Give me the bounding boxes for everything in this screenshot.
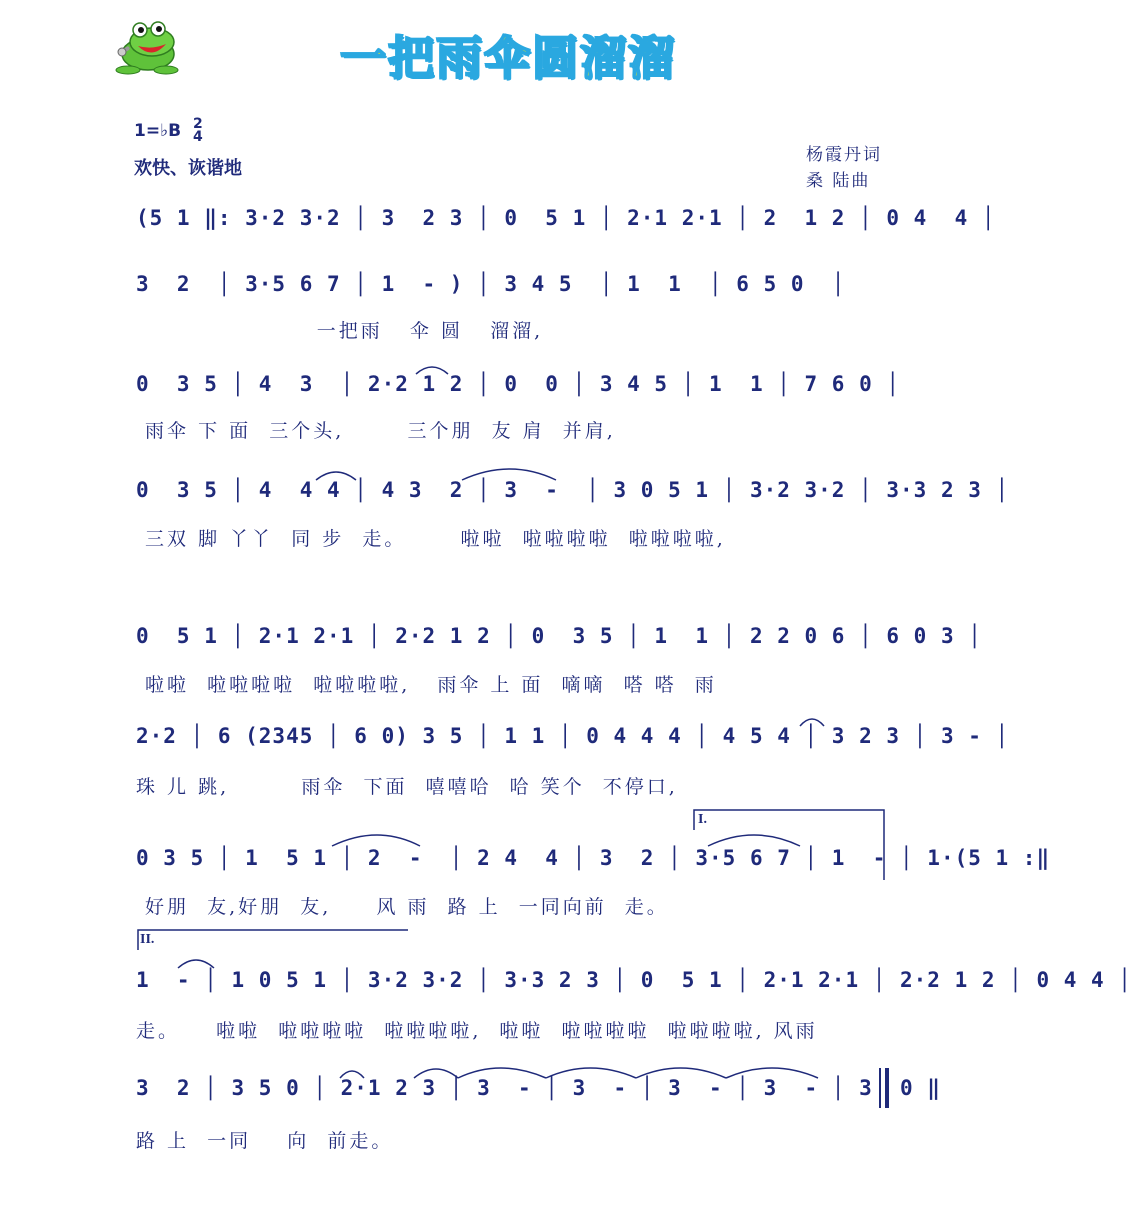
- lyric-line-7: 好朋 友,好朋 友, 风 雨 路 上 一同向前 走。: [136, 896, 669, 918]
- second-ending-label: II.: [140, 932, 155, 947]
- tie-arc: [414, 1069, 458, 1078]
- notation-line-8: 1 - │ 1 0 5 1 │ 3·2 3·2 │ 3·3 2 3 │ 0 5 1 │ 2·1 2·1 │ 2·2 1 2 │ 0 4 4 │: [136, 968, 1132, 992]
- first-ending-label: I.: [698, 812, 707, 827]
- notation-line-9: 3 2 │ 3 5 0 │ 2·1 2 3 │ 3 - │ 3 - │ 3 - │ 3 - │ 3 0 ‖: [136, 1076, 941, 1100]
- lyric-line-6: 珠 儿 跳, 雨伞 下面 嘻嘻哈 哈 笑个 不停口,: [136, 776, 678, 798]
- notation-line-3: 0 3 5 │ 4 3 │ 2·2 1 2 │ 0 0 │ 3 4 5 │ 1 1 │ 7 6 0 │: [136, 372, 901, 396]
- song-title: 一把雨伞圆溜溜: [340, 31, 676, 85]
- tie-arc: [726, 1068, 818, 1078]
- notation-line-5: 0 5 1 │ 2·1 2·1 │ 2·2 1 2 │ 0 3 5 │ 1 1 │ 2 2 0 6 │ 6 0 3 │: [136, 624, 982, 648]
- meter-top: 2: [192, 116, 203, 132]
- tie-arc: [178, 960, 214, 968]
- lyricist-credit: 杨霞丹词: [806, 145, 882, 165]
- meter-bottom: 4: [192, 129, 203, 145]
- tie-arc: [708, 835, 800, 846]
- notation-line-6: 2·2 │ 6 (2345 │ 6 0) 3 5 │ 1 1 │ 0 4 4 4 │ 4 5 4 │ 3 2 3 │ 3 - │: [136, 724, 1010, 748]
- lyric-line-2: 一把雨 伞 圆 溜溜,: [136, 320, 544, 342]
- tie-arc: [636, 1068, 726, 1078]
- lyric-line-8: 走。 啦啦 啦啦啦啦 啦啦啦啦, 啦啦 啦啦啦啦 啦啦啦啦, 风雨: [136, 1020, 818, 1042]
- tie-arc: [546, 1068, 636, 1078]
- composer-credit: 桑 陆曲: [806, 171, 871, 191]
- lyric-line-9: 路 上 一同 向 前走。: [136, 1130, 394, 1152]
- lyric-line-3: 雨伞 下 面 三个头, 三个朋 友 肩 并肩,: [136, 420, 616, 442]
- tie-arc: [462, 469, 556, 480]
- second-ending-bracket: [138, 930, 408, 950]
- first-ending-bracket: [694, 810, 884, 880]
- tie-arc: [332, 835, 420, 846]
- lyric-line-4: 三双 脚 丫丫 同 步 走。 啦啦 啦啦啦啦 啦啦啦啦,: [136, 528, 726, 550]
- notation-line-4: 0 3 5 │ 4 4 4 │ 4 3 2 │ 3 - │ 3 0 5 1 │ 3·2 3·2 │ 3·3 2 3 │: [136, 478, 1010, 502]
- tie-arc: [340, 1071, 364, 1078]
- notation-line-2: 3 2 │ 3·5 6 7 │ 1 - ) │ 3 4 5 │ 1 1 │ 6 5 0 │: [136, 272, 846, 296]
- tie-arc: [458, 1068, 546, 1078]
- key-text: 1=♭B: [134, 121, 182, 141]
- tie-arc: [800, 719, 824, 726]
- tempo-marking: 欢快、诙谐地: [134, 158, 242, 179]
- notation-line-1: (5 1 ‖: 3·2 3·2 │ 3 2 3 │ 0 5 1 │ 2·1 2·1 │ 2 1 2 │ 0 4 4 │: [136, 206, 996, 230]
- notation-line-7: 0 3 5 │ 1 5 1 │ 2 - │ 2 4 4 │ 3 2 │ 3·5 6 7 │ 1 - │ 1·(5 1 :‖: [136, 846, 1051, 870]
- lyric-line-5: 啦啦 啦啦啦啦 啦啦啦啦, 雨伞 上 面 嘀嘀 嗒 嗒 雨: [136, 674, 717, 696]
- tie-arc: [416, 367, 448, 374]
- tie-arc: [316, 472, 356, 480]
